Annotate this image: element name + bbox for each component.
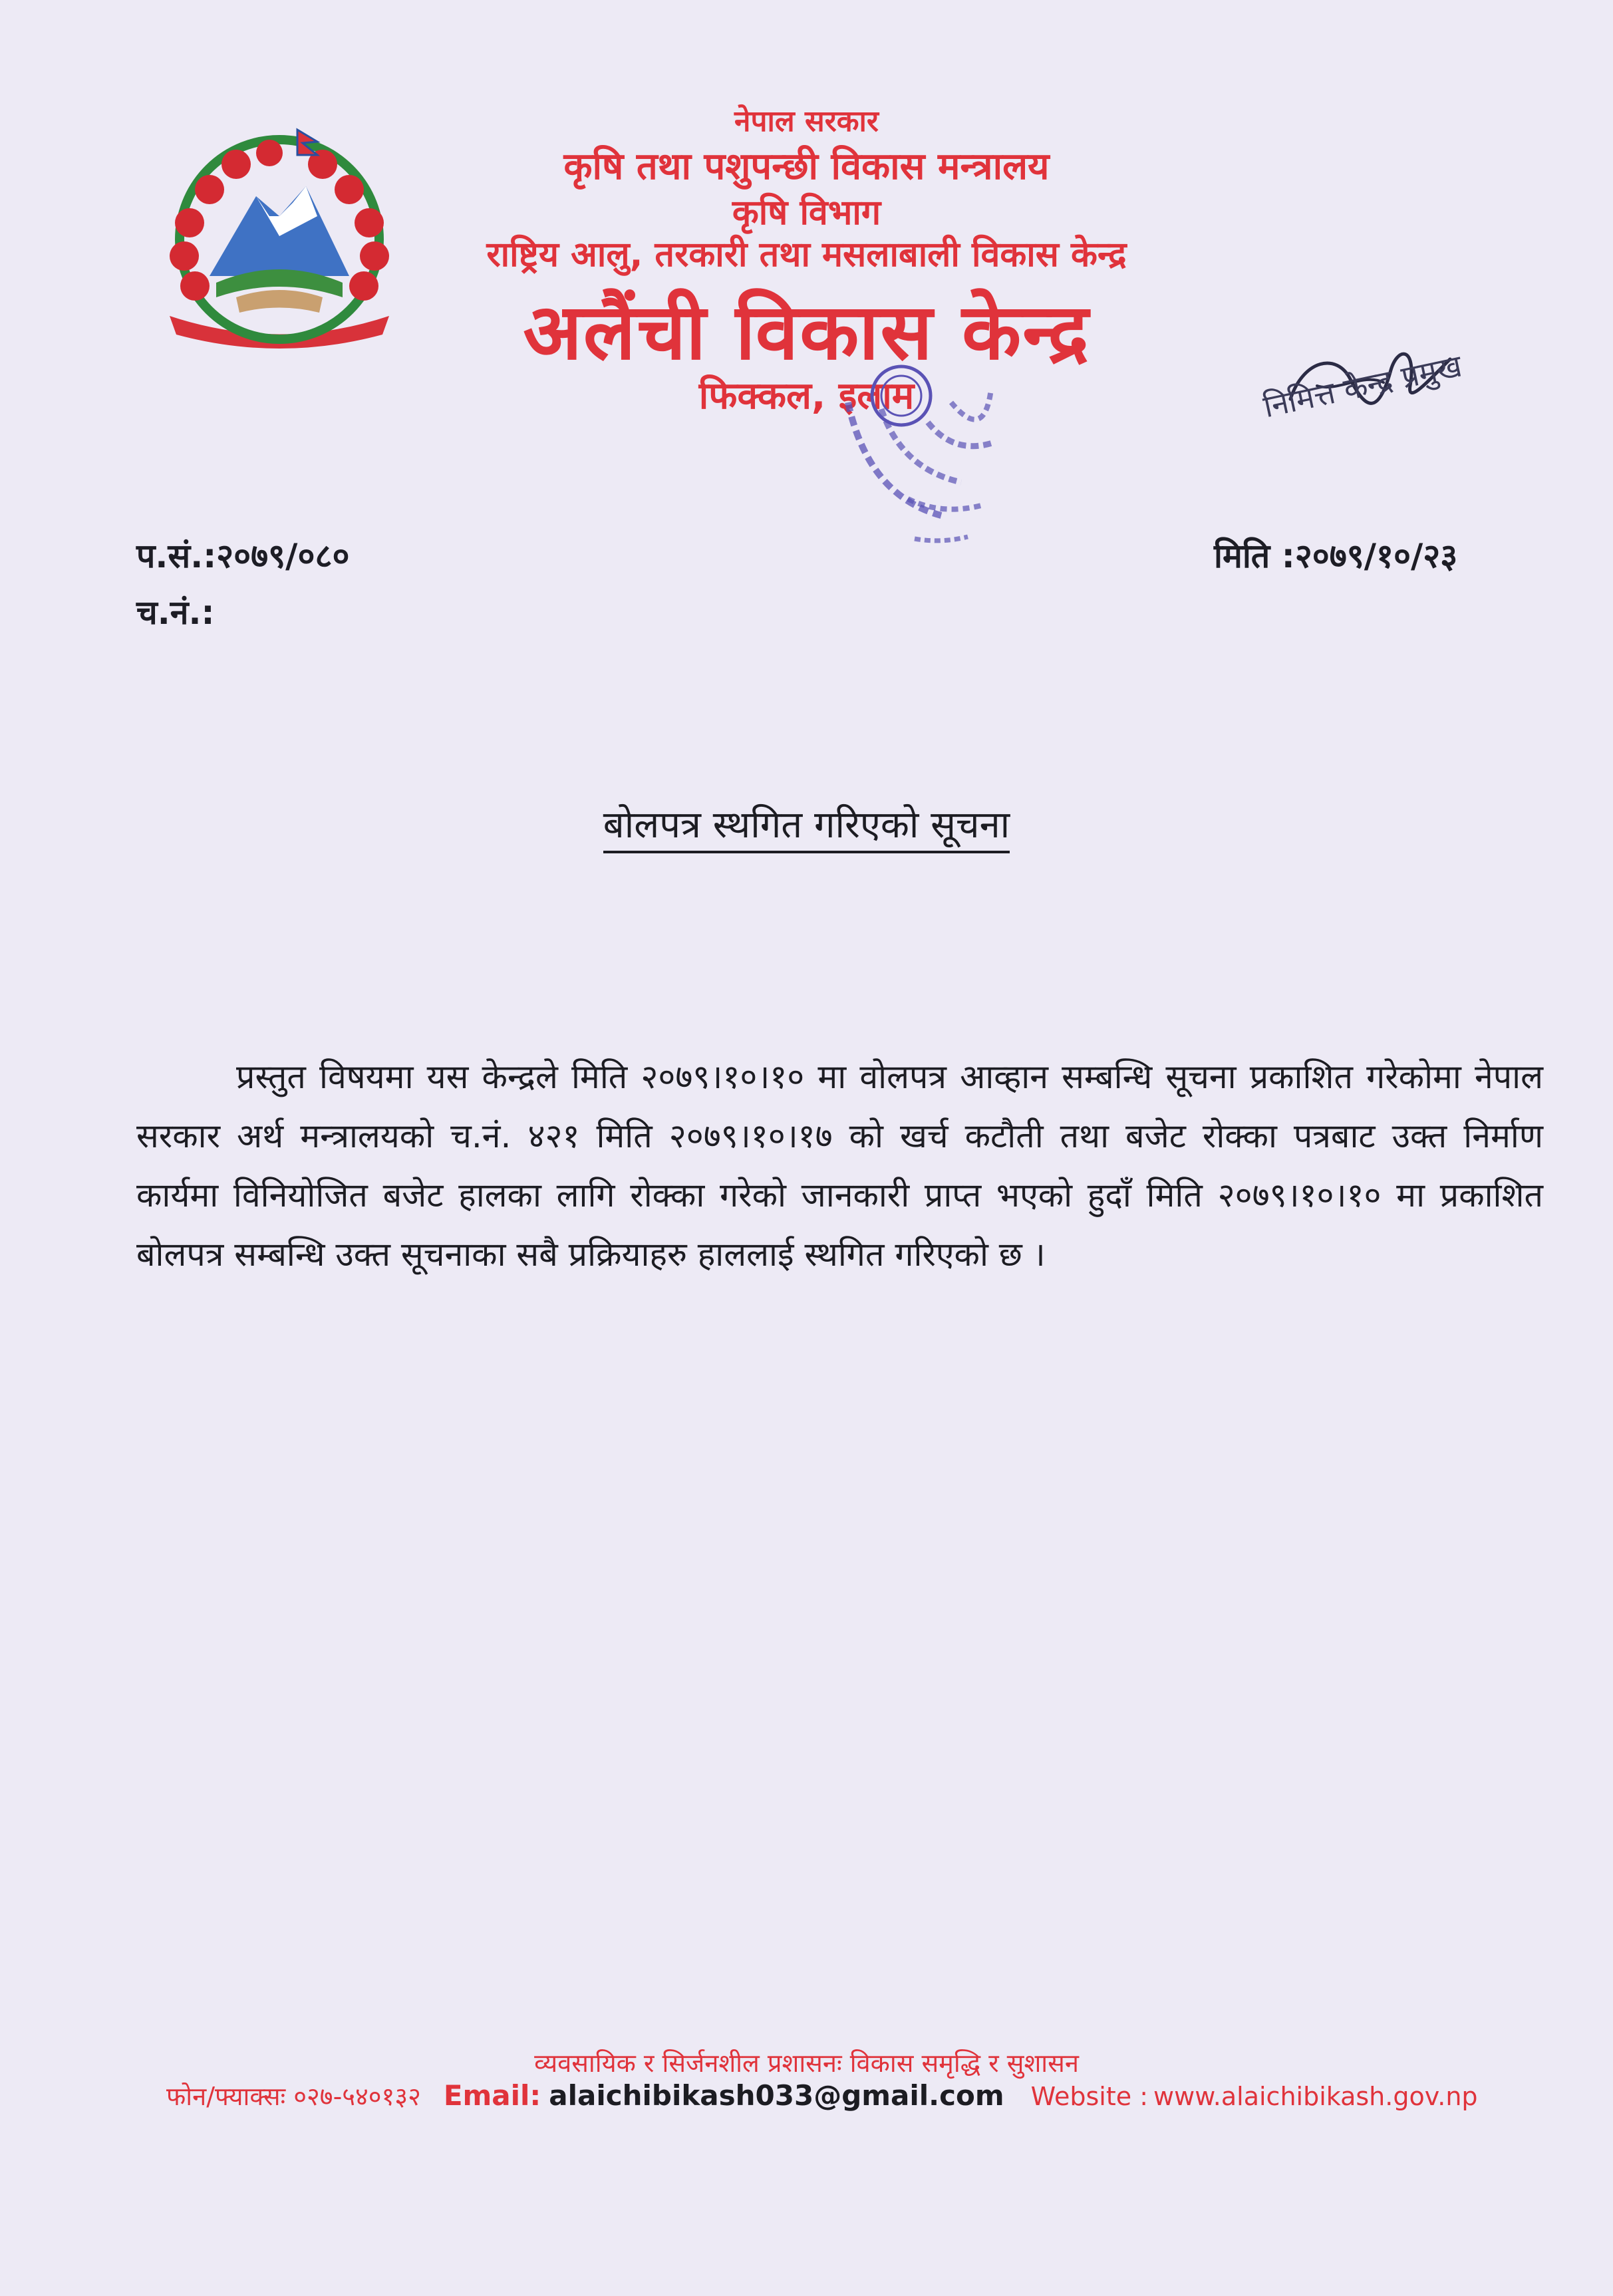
footer-email-label: Email: xyxy=(443,2079,541,2112)
letter-number: प.सं.:२०७९/०८० xyxy=(136,537,350,575)
signatory-title: निमित्त केन्द्र प्रमुख xyxy=(1260,347,1465,425)
notice-subject xyxy=(0,798,1613,849)
department-name: कृषि विभाग xyxy=(732,193,881,233)
dispatch-number: च.नं.: xyxy=(136,593,215,632)
ministry-name: कृषि तथा पशुपन्छी विकास मन्त्रालय xyxy=(563,145,1050,188)
national-center-name: राष्ट्रिय आलु, तरकारी तथा मसलाबाली विकास केन्द्र xyxy=(486,235,1127,275)
notice-subject-text: बोलपत्र स्थगित गरिएको सूचना xyxy=(603,803,1010,853)
footer-phone: फोन/फ्याक्सः ०२७-५४०१३२ xyxy=(166,2082,421,2111)
letter-date: मिति :२०७९/१०/२३ xyxy=(1214,537,1458,575)
footer-slogan: व्यवसायिक र सिर्जनशील प्रशासनः विकास समृद्धि र सुशासन xyxy=(534,2049,1079,2078)
footer-website-label: Website : xyxy=(1030,2082,1149,2111)
footer-website[interactable]: www.alaichibikash.gov.np xyxy=(1153,2082,1478,2111)
center-name: अलैंची विकास केन्द्र xyxy=(523,287,1090,377)
office-stamp-image xyxy=(828,362,1048,549)
footer-contact xyxy=(166,2079,1503,2113)
notice-body: प्रस्तुत विषयमा यस केन्द्रले मिति २०७९।१०।१० मा वोलपत्र आव्हान सम्बन्धि सूचना प्रकाशित गरेकोमा नेपाल सरकार अर्थ मन्त्रालयको च.नं. ४२१ मिति २०७९।१०।१७ को खर्च कटौती तथा बजेट रोक्का पत्रबाट उक्त निर्माण कार्यमा विनियोजित बजेट हालका लागि रोक्का गरेको जानकारी प्राप्त भएको हुदाँ मिति २०७९।१०।१० मा प्रकाशित बोलपत्र सम्बन्धि उक्त सूचनाका सबै प्रक्रियाहरु हाललाई स्थगित गरिएको छ । xyxy=(136,1058,1543,1274)
government-name: नेपाल सरकार xyxy=(734,104,879,138)
center-location: फिक्कल, इलाम xyxy=(698,374,915,418)
footer-email[interactable]: alaichibikash033@gmail.com xyxy=(549,2079,1004,2112)
